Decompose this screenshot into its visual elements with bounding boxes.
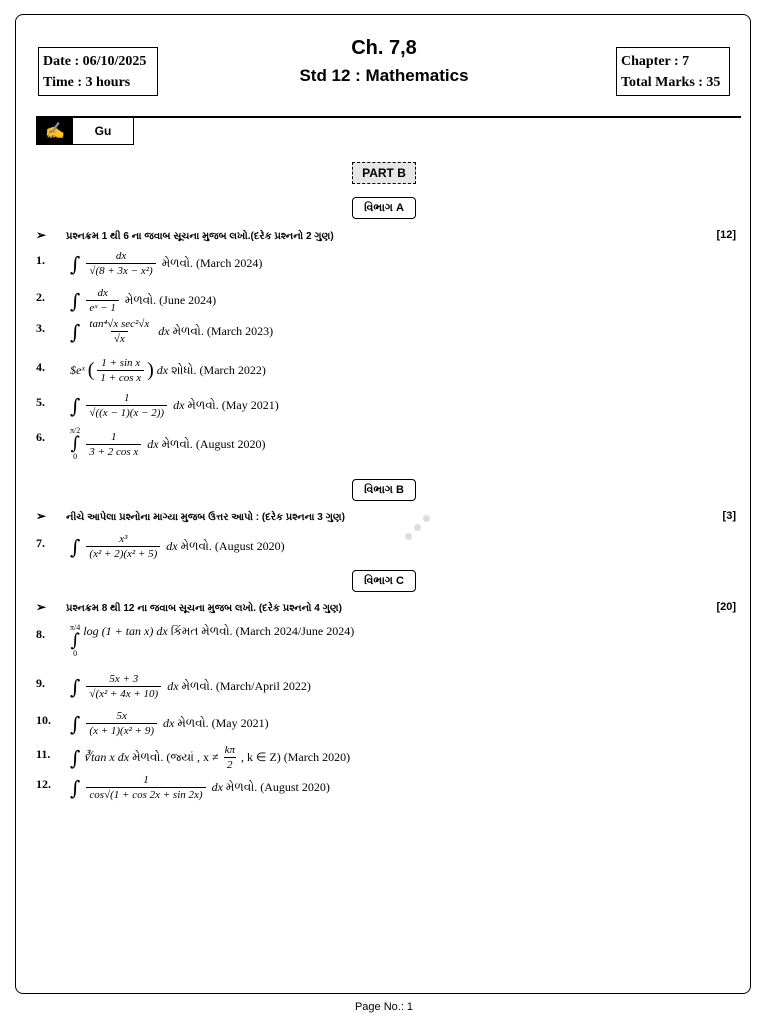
section-a-label: વિભાગ A [352, 197, 416, 219]
chapter: Chapter : 7 [621, 54, 690, 69]
section-b-marks: [3] [722, 510, 736, 522]
arrow-bullet-icon: ➢ [36, 228, 47, 242]
section-c-label: વિભાગ C [352, 570, 416, 592]
exam-date: Date : 06/10/2025 [43, 54, 147, 69]
section-a-marks: [12] [716, 229, 736, 241]
section-c-instruction: ➢ પ્રશ્નક્રમ 8 થી 12 ના જવાબ સૂચના મુજબ લખો. (દરેક પ્રશ્નનો 4 ગુણ) [20] [36, 600, 736, 614]
exam-time: Time : 3 hours [43, 75, 131, 90]
chapter-marks-box [616, 47, 730, 96]
total-marks: Total Marks : 35 [621, 75, 721, 90]
subject-tag [36, 117, 134, 145]
part-label: PART B [352, 162, 416, 184]
page-frame [15, 14, 751, 994]
writing-hand-icon: ✍ [37, 118, 73, 144]
arrow-bullet-icon: ➢ [36, 600, 47, 614]
page-subtitle: Std 12 : Mathematics [299, 66, 469, 85]
page-title: Ch. 7,8 [351, 37, 417, 59]
page-number: Page No.: 1 [354, 1001, 414, 1013]
section-a-instruction: ➢ પ્રશ્નક્રમ 1 થી 6 ના જવાબ સૂચના મુજબ લખો.(દરેક પ્રશ્નનો 2 ગુણ) [12] [36, 228, 736, 242]
header-divider [36, 116, 741, 118]
section-b-instruction: ➢ નીચે આપેલા પ્રશ્નોના માગ્યા મુજબ ઉત્તર આપો : (દરેક પ્રશ્નના 3 ગુણ) [3] [36, 509, 736, 523]
section-b-label: વિભાગ B [352, 479, 416, 501]
section-c-marks: [20] [716, 601, 736, 613]
subject-label: Gu [94, 124, 112, 138]
arrow-bullet-icon: ➢ [36, 509, 47, 523]
